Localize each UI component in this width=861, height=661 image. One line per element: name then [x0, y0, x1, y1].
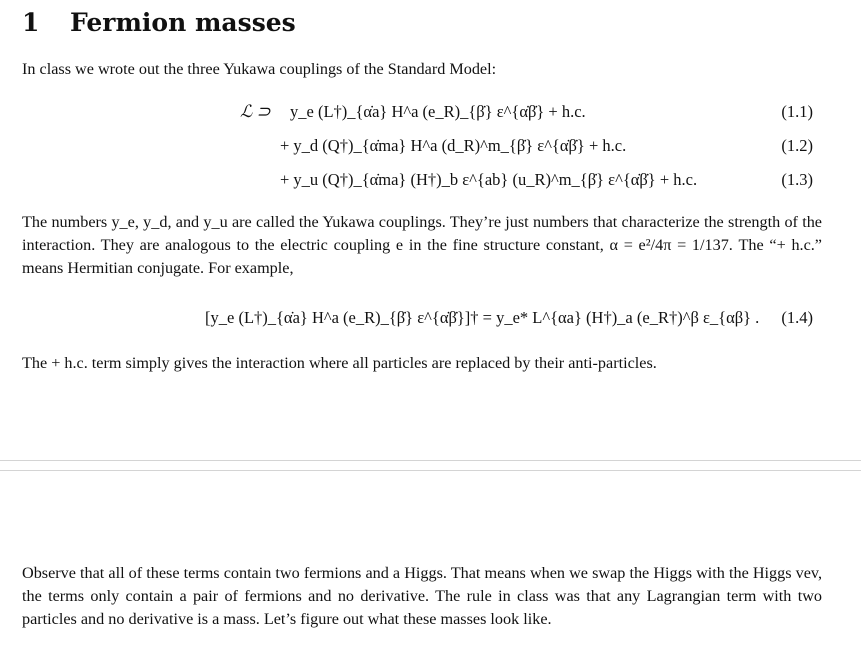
- hc-paragraph: The + h.c. term simply gives the interaction where all particles are replaced by their anti-particles.: [22, 354, 657, 372]
- section-heading: [22, 8, 296, 37]
- equation-row: [0, 306, 861, 336]
- equation-body: + y_d (Q†)_{α̇ma} H^a (d_R)^m_{β̇} ε^{α̇β̇} + h.c.: [280, 136, 627, 155]
- equation-body: + y_u (Q†)_{α̇ma} (H†)_b ε^{ab} (u_R)^m_{β̇} ε^{α̇β̇} + h.c.: [280, 170, 698, 189]
- equation-number: (1.3): [781, 170, 813, 189]
- equation-body: y_e (L†)_{α̇a} H^a (e_R)_{β̇} ε^{α̇β̇} + h.c.: [290, 102, 586, 121]
- section-number: 1: [22, 8, 40, 37]
- couplings-paragraph: The numbers y_e, y_d, and y_u are called the Yukawa couplings. They’re just numbers that characterize the strength of the interaction. They are analogous to the electric coupling e in the fine structure constant, α = e²/4π = 1/137. The “+ h.c.” means Hermitian conjugate. For example,: [22, 213, 822, 277]
- intro-paragraph: In class we wrote out the three Yukawa couplings of the Standard Model:: [22, 60, 497, 78]
- observe-paragraph: Observe that all of these terms contain two fermions and a Higgs. That means when we swap the Higgs with the Higgs vev, the terms only contain a pair of fermions and no derivative. The rule in class was that any Lagrangian term with two particles and no derivative is a mass. Let’s figure out what these masses look like.: [22, 564, 822, 628]
- section-title: Fermion masses: [70, 8, 296, 37]
- equation-row: [0, 168, 861, 198]
- equation-body: [y_e (L†)_{α̇a} H^a (e_R)_{β̇} ε^{α̇β̇}]† = y_e* L^{αa} (H†)_a (e_R†)^β ε_{αβ} .: [205, 308, 760, 327]
- equation-number: (1.4): [781, 308, 813, 327]
- equation-number: (1.1): [781, 102, 813, 121]
- equation-lhs: ℒ ⊃: [240, 102, 271, 121]
- equation-row: [0, 100, 861, 130]
- equation-row: [0, 134, 861, 164]
- page-divider: [0, 460, 861, 461]
- equation-number: (1.2): [781, 136, 813, 155]
